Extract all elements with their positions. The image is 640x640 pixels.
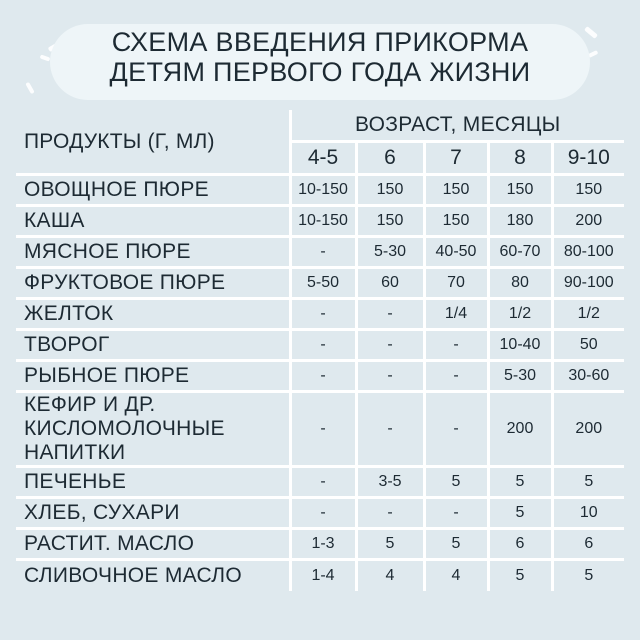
amount-cell: -: [290, 498, 356, 529]
amount-cell: 1/2: [488, 299, 552, 330]
table-row: [16, 361, 624, 392]
table-row: [16, 206, 624, 237]
product-name-line: ХЛЕБ, СУХАРИ: [24, 501, 180, 524]
product-name-line: СЛИВОЧНОЕ МАСЛО: [24, 563, 242, 587]
amount-cell: 1-3: [290, 529, 356, 560]
product-name-line: РАСТИТ. МАСЛО: [24, 532, 195, 555]
amount-cell: 5-30: [488, 361, 552, 392]
amount-cell: -: [290, 237, 356, 268]
table-row: [16, 529, 624, 560]
amount-cell: 150: [424, 206, 488, 237]
age-column-header: 9-10: [552, 142, 624, 175]
product-name: [16, 299, 290, 330]
amount-cell: 5-50: [290, 268, 356, 299]
page-title: [0, 27, 640, 87]
amount-cell: 10-150: [290, 206, 356, 237]
amount-cell: 150: [356, 206, 424, 237]
amount-cell: 5: [488, 498, 552, 529]
table-row: [16, 498, 624, 529]
amount-cell: 5: [488, 560, 552, 591]
product-name: [16, 361, 290, 392]
amount-cell: 10-150: [290, 175, 356, 206]
product-name-line: НАПИТКИ: [24, 441, 126, 464]
product-name: [16, 498, 290, 529]
amount-cell: 5: [488, 467, 552, 498]
product-name-line: ПЕЧЕНЬЕ: [24, 470, 127, 493]
table-row: [16, 330, 624, 361]
amount-cell: 3-5: [356, 467, 424, 498]
amount-cell: -: [290, 299, 356, 330]
amount-cell: -: [424, 498, 488, 529]
amount-cell: -: [356, 330, 424, 361]
amount-cell: 200: [552, 392, 624, 467]
amount-cell: 1/4: [424, 299, 488, 330]
amount-cell: -: [290, 330, 356, 361]
amount-cell: 6: [488, 529, 552, 560]
amount-cell: 200: [488, 392, 552, 467]
amount-cell: -: [290, 392, 356, 467]
product-name-line: ОВОЩНОЕ ПЮРЕ: [24, 178, 209, 201]
amount-cell: 60-70: [488, 237, 552, 268]
amount-cell: 5: [552, 467, 624, 498]
product-name: [16, 330, 290, 361]
amount-cell: 150: [356, 175, 424, 206]
product-name: [16, 175, 290, 206]
title-line-2: ДЕТЯМ ПЕРВОГО ГОДА ЖИЗНИ: [109, 57, 531, 87]
amount-cell: -: [424, 330, 488, 361]
amount-cell: 150: [488, 175, 552, 206]
amount-cell: 80-100: [552, 237, 624, 268]
amount-cell: 1/2: [552, 299, 624, 330]
product-name: [16, 392, 290, 467]
table-row: [16, 560, 624, 591]
table-row: [16, 237, 624, 268]
product-name: [16, 206, 290, 237]
feeding-schedule-table: [16, 110, 624, 591]
amount-cell: -: [356, 299, 424, 330]
amount-cell: 80: [488, 268, 552, 299]
amount-cell: -: [356, 361, 424, 392]
amount-cell: 30-60: [552, 361, 624, 392]
product-name-line: КАША: [24, 209, 85, 232]
amount-cell: 4: [356, 560, 424, 591]
product-name-line: МЯСНОЕ ПЮРЕ: [24, 240, 191, 263]
amount-cell: -: [356, 498, 424, 529]
amount-cell: -: [356, 392, 424, 467]
age-column-header: 7: [424, 142, 488, 175]
product-name: [16, 560, 290, 591]
amount-cell: -: [290, 467, 356, 498]
age-column-header: 8: [488, 142, 552, 175]
amount-cell: 200: [552, 206, 624, 237]
table-row: [16, 299, 624, 330]
product-name-line: ФРУКТОВОЕ ПЮРЕ: [24, 271, 226, 294]
products-header: ПРОДУКТЫ (Г, МЛ): [16, 110, 290, 175]
amount-cell: -: [424, 361, 488, 392]
amount-cell: 50: [552, 330, 624, 361]
product-name: [16, 529, 290, 560]
amount-cell: 1-4: [290, 560, 356, 591]
amount-cell: 4: [424, 560, 488, 591]
table-row: [16, 268, 624, 299]
amount-cell: -: [424, 392, 488, 467]
product-name-line: КЕФИР И ДР.: [24, 393, 156, 416]
title-line-1: СХЕМА ВВЕДЕНИЯ ПРИКОРМА: [111, 27, 529, 57]
product-name-line: ЖЕЛТОК: [24, 302, 114, 325]
age-header: ВОЗРАСТ, МЕСЯЦЫ: [290, 110, 624, 142]
product-name: [16, 268, 290, 299]
amount-cell: 5-30: [356, 237, 424, 268]
age-column-header: 6: [356, 142, 424, 175]
product-name-line: РЫБНОЕ ПЮРЕ: [24, 364, 190, 387]
amount-cell: 5: [424, 529, 488, 560]
table-row: [16, 392, 624, 467]
amount-cell: 5: [552, 560, 624, 591]
table-row: [16, 467, 624, 498]
table-body: [16, 175, 624, 591]
product-name-line: КИСЛОМОЛОЧНЫЕ: [24, 417, 225, 440]
amount-cell: 40-50: [424, 237, 488, 268]
amount-cell: 5: [356, 529, 424, 560]
amount-cell: -: [290, 361, 356, 392]
amount-cell: 60: [356, 268, 424, 299]
product-name-line: ТВОРОГ: [24, 333, 110, 356]
amount-cell: 10: [552, 498, 624, 529]
amount-cell: 6: [552, 529, 624, 560]
table-row: [16, 175, 624, 206]
amount-cell: 5: [424, 467, 488, 498]
product-name: [16, 237, 290, 268]
product-name: [16, 467, 290, 498]
amount-cell: 150: [424, 175, 488, 206]
amount-cell: 10-40: [488, 330, 552, 361]
amount-cell: 70: [424, 268, 488, 299]
amount-cell: 150: [552, 175, 624, 206]
age-column-header: 4-5: [290, 142, 356, 175]
amount-cell: 180: [488, 206, 552, 237]
amount-cell: 90-100: [552, 268, 624, 299]
